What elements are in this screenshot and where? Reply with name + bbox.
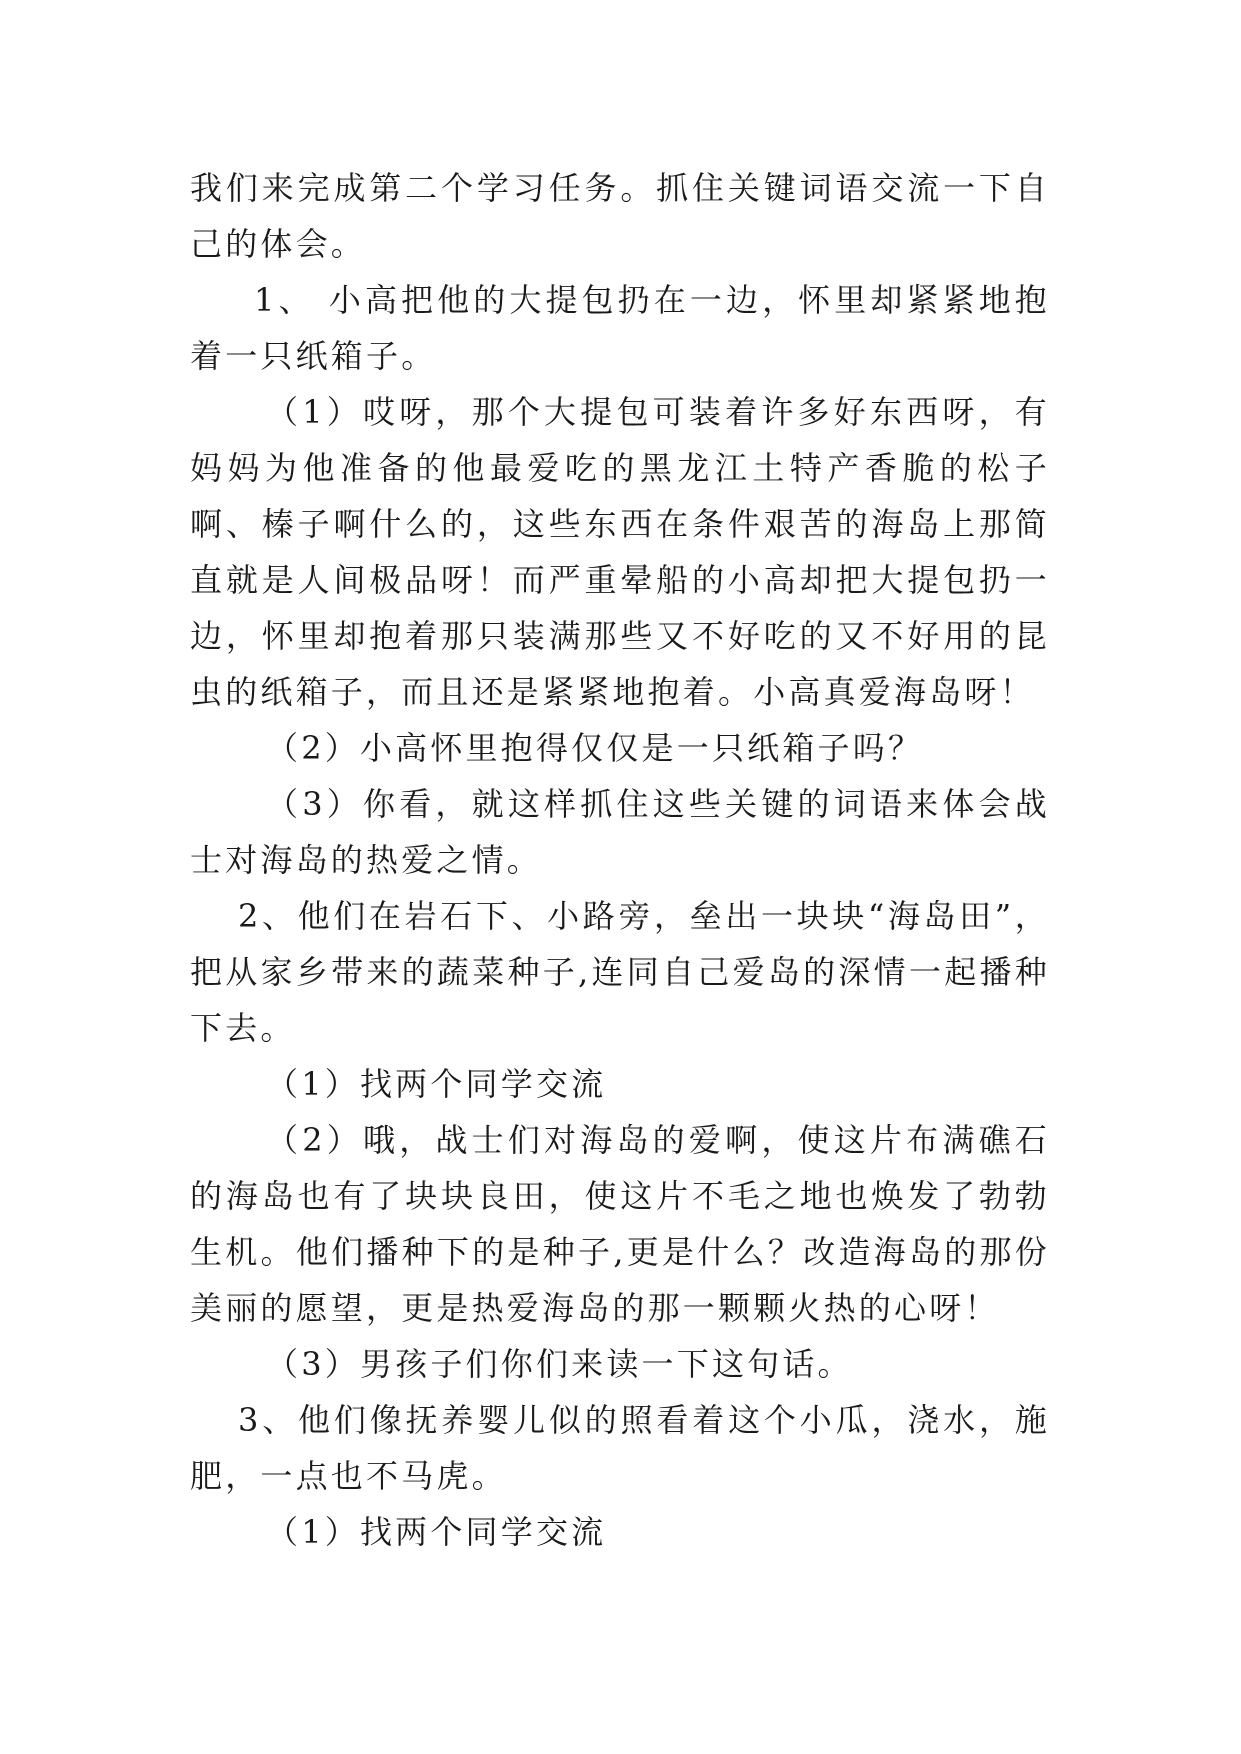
paragraph-item-1: 1、 小高把他的大提包扔在一边，怀里却紧紧地抱着一只纸箱子。	[190, 281, 1050, 375]
paragraph-item-3: 3、他们像抚养婴儿似的照看着这个小瓜，浇水，施肥，一点也不马虎。	[190, 1401, 1050, 1495]
paragraph-item-1-sub-2: （2）小高怀里抱得仅仅是一只纸箱子吗？	[266, 729, 924, 767]
paragraph-intro: 我们来完成第二个学习任务。抓住关键词语交流一下自己的体会。	[190, 169, 1050, 263]
paragraph-item-1-sub-3: （3）你看，就这样抓住这些关键的词语来体会战士对海岛的热爱之情。	[190, 785, 1050, 879]
paragraph-item-1-sub-1: （1）哎呀，那个大提包可装着许多好东西呀，有妈妈为他准备的他最爱吃的黑龙江土特产香脆的松子啊、榛子啊什么的，这些东西在条件艰苦的海岛上那简直就是人间极品呀！而严重晕船的小高却把大提包扔一边，怀里却抱着那只装满那些又不好吃的又不好用的昆虫的纸箱子，而且还是紧紧地抱着。小高真爱海岛呀！	[190, 393, 1050, 711]
paragraph-item-2-sub-1: （1）找两个同学交流	[266, 1065, 607, 1103]
paragraph-item-2: 2、他们在岩石下、小路旁，垒出一块块“海岛田”，把从家乡带来的蔬菜种子,连同自己爱岛的深情一起播种下去。	[190, 897, 1050, 1047]
paragraph-item-2-sub-3: （3）男孩子们你们来读一下这句话。	[266, 1345, 853, 1383]
paragraph-item-3-sub-1: （1）找两个同学交流	[266, 1513, 607, 1551]
paragraph-item-2-sub-2: （2）哦，战士们对海岛的爱啊，使这片布满礁石的海岛也有了块块良田，使这片不毛之地也焕发了勃勃生机。他们播种下的是种子,更是什么？改造海岛的那份美丽的愿望，更是热爱海岛的那一颗颗火热的心呀！	[190, 1121, 1050, 1327]
document-body	[190, 160, 1050, 1560]
